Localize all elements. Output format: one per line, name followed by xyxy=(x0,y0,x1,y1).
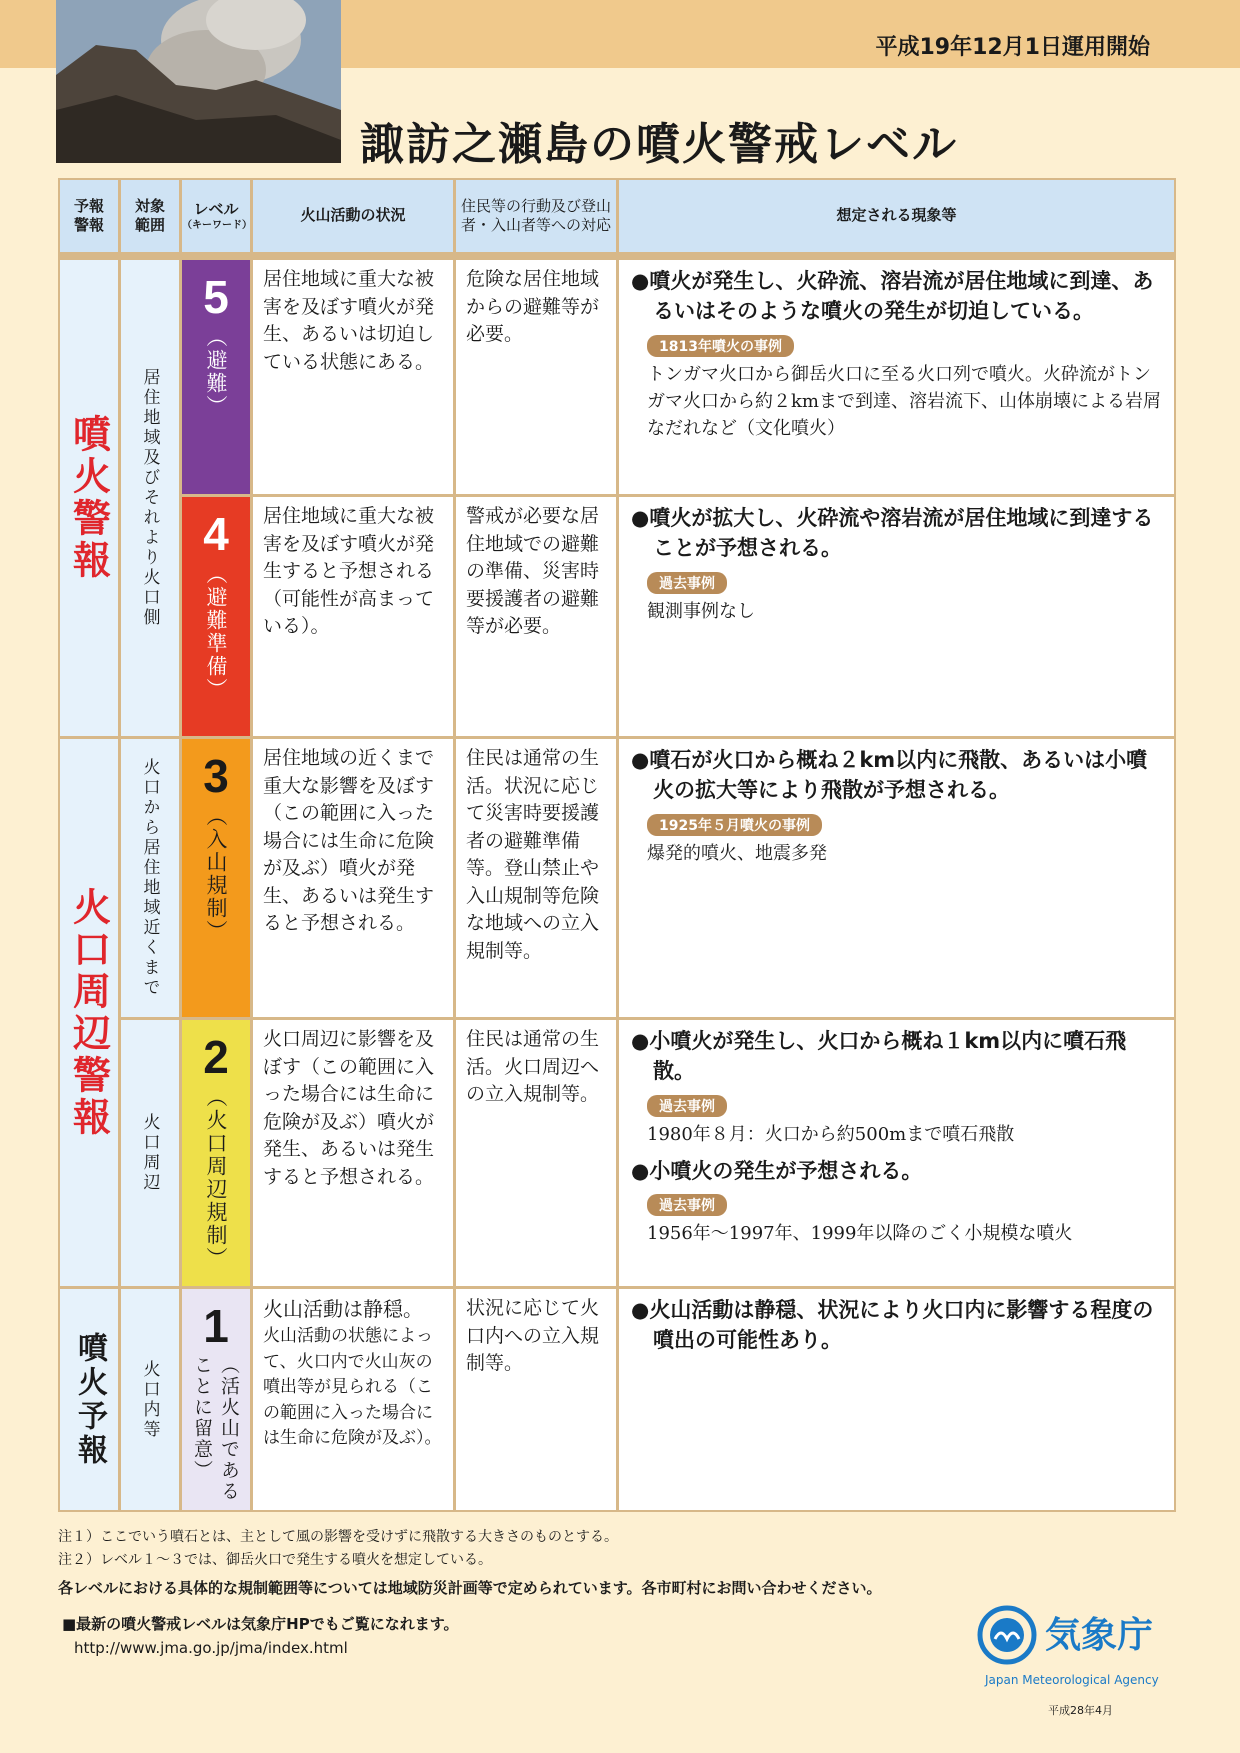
level-2-main-1: ●小噴火が発生し、火口から概ね１km以内に噴石飛散。 xyxy=(631,1029,1127,1084)
level-2-tag-1: 過去事例 xyxy=(647,1095,727,1117)
level-4-number: 4 xyxy=(203,508,229,560)
scope-crater-inside xyxy=(121,1289,179,1510)
header-response: 住民等の行動及び登山 者・入山者等への対応 xyxy=(456,180,616,252)
level-2-keyword: （火口周辺規制） xyxy=(204,1086,228,1270)
scope-near-residential-label: 火口から居住地域近くまで xyxy=(139,758,160,998)
notes xyxy=(58,1526,882,1601)
note-1: 注１）ここでいう噴石とは、主として風の影響を受けずに飛散する大きさのものとする。 xyxy=(58,1529,618,1545)
level-2-example-2: 1956年～1997年、1999年以降のごく小規模な噴火 xyxy=(647,1223,1073,1245)
level-2-cell xyxy=(182,1020,250,1286)
header-forecast: 予報 警報 xyxy=(60,180,118,252)
level-4-cell xyxy=(182,497,250,736)
scope-residential-label: 居住地域及びそれより火口側 xyxy=(139,368,160,628)
warning-eruption-label: 噴火警報 xyxy=(66,414,111,582)
jma-url-link[interactable]: http://www.jma.go.jp/jma/index.html xyxy=(74,1639,348,1657)
level-4-activity: 居住地域に重大な被害を及ぼす噴火が発生すると予想される（可能性が高まっている）。 xyxy=(253,497,453,736)
level-5-activity: 居住地域に重大な被害を及ぼす噴火が発生、あるいは切迫している状態にある。 xyxy=(253,260,453,494)
level-5-keyword: （避難） xyxy=(204,326,228,418)
level-1-main: ●火山活動は静穏、状況により火口内に影響する程度の噴出の可能性あり。 xyxy=(631,1298,1154,1353)
level-1-keyword: （活火山であることに留意） xyxy=(191,1355,240,1502)
level-2-main-2: ●小噴火の発生が予想される。 xyxy=(631,1158,923,1183)
level-4-main: ●噴火が拡大し、火砕流や溶岩流が居住地域に到達することが予想される。 xyxy=(631,506,1154,561)
header-level-sub: （キーワード） xyxy=(182,220,252,232)
level-3-example: 爆発的噴火、地震多発 xyxy=(647,842,827,864)
level-1-phenomena xyxy=(619,1289,1174,1510)
level-1-activity xyxy=(253,1289,453,1510)
level-4-tag: 過去事例 xyxy=(647,572,727,594)
volcano-photo xyxy=(56,0,341,163)
jma-logo xyxy=(975,1605,1175,1687)
level-3-keyword: （入山規制） xyxy=(204,805,228,943)
warning-forecast-label: 噴火予報 xyxy=(72,1331,107,1468)
operation-date: 平成19年12月1日運用開始 xyxy=(875,35,1150,60)
level-5-tag: 1813年噴火の事例 xyxy=(647,335,794,357)
notice: 各レベルにおける具体的な規制範囲等については地域防災計画等で定められています。各市町村にお問い合わせください。 xyxy=(58,1579,882,1598)
level-5-cell xyxy=(182,260,250,494)
level-1-number: 1 xyxy=(203,1300,229,1352)
alert-level-table xyxy=(58,178,1176,1512)
page-title: 諏訪之瀬島の噴火警戒レベル xyxy=(360,119,958,170)
level-2-response: 住民は通常の生活。火口周辺への立入規制等。 xyxy=(456,1020,616,1286)
level-2-example-1: 1980年８月：火口から約500mまで噴石飛散 xyxy=(647,1123,1015,1145)
level-5-phenomena xyxy=(619,260,1174,494)
footer-hp xyxy=(62,1612,459,1660)
header-level xyxy=(182,180,250,252)
level-1-activity-head: 火山活動は静穏。 xyxy=(263,1297,423,1321)
level-3-number: 3 xyxy=(203,750,229,802)
publication-date: 平成28年4月 xyxy=(1048,1704,1113,1717)
scope-crater-area-label: 火口周辺 xyxy=(139,1113,160,1193)
level-3-main: ●噴石が火口から概ね２km以内に飛散、あるいは小噴火の拡大等により飛散が予想される。 xyxy=(631,748,1148,803)
level-1-activity-body: 火山活動の状態によって、火口内で火山灰の噴出等が見られる（この範囲に入った場合には生命に危険が及ぶ）。 xyxy=(263,1326,442,1448)
level-4-keyword: （避難準備） xyxy=(204,563,228,701)
level-5-number: 5 xyxy=(203,271,229,323)
level-2-tag-2: 過去事例 xyxy=(647,1194,727,1216)
level-3-cell xyxy=(182,739,250,1017)
scope-near-residential xyxy=(121,739,179,1017)
header-activity: 火山活動の状況 xyxy=(253,180,453,252)
header-level-label: レベル xyxy=(193,199,239,218)
scope-crater-inside-label: 火口内等 xyxy=(139,1359,160,1440)
jma-emblem-icon xyxy=(975,1605,1039,1665)
scope-residential xyxy=(121,260,179,736)
warning-crater-label: 火口周辺警報 xyxy=(66,886,111,1139)
level-1-cell xyxy=(182,1289,250,1510)
level-2-phenomena xyxy=(619,1020,1174,1286)
header-scope: 対象 範囲 xyxy=(121,180,179,252)
logo-en: Japan Meteorological Agency xyxy=(985,1673,1159,1687)
level-3-response: 住民は通常の生活。状況に応じて災害時要援護者の避難準備等。登山禁止や入山規制等危険な地域への立入規制等。 xyxy=(456,739,616,1017)
header-phenomena: 想定される現象等 xyxy=(619,180,1174,252)
logo-jp: 気象庁 xyxy=(1045,1615,1154,1656)
level-2-number: 2 xyxy=(203,1031,229,1083)
level-5-example: トンガマ火口から御岳火口に至る火口列で噴火。火砕流がトンガマ火口から約２kmまで到達、溶岩流下、山体崩壊による岩屑なだれなど（文化噴火） xyxy=(647,363,1161,439)
level-2-activity: 火口周辺に影響を及ぼす（この範囲に入った場合には生命に危険が及ぶ）噴火が発生、あるいは発生すると予想される。 xyxy=(253,1020,453,1286)
warning-forecast xyxy=(60,1289,118,1510)
level-1-response: 状況に応じて火口内への立入規制等。 xyxy=(456,1289,616,1510)
level-5-response: 危険な居住地域からの避難等が必要。 xyxy=(456,260,616,494)
level-4-phenomena xyxy=(619,497,1174,736)
level-4-response: 警戒が必要な居住地域での避難の準備、災害時要援護者の避難等が必要。 xyxy=(456,497,616,736)
warning-crater xyxy=(60,739,118,1286)
level-3-activity: 居住地域の近くまで重大な影響を及ぼす（この範囲に入った場合には生命に危険が及ぶ）噴火が発生、あるいは発生すると予想される。 xyxy=(253,739,453,1017)
level-3-tag: 1925年５月噴火の事例 xyxy=(647,814,822,836)
note-2: 注２）レベル１～３では、御岳火口で発生する噴火を想定している。 xyxy=(58,1552,492,1569)
scope-crater-area xyxy=(121,1020,179,1286)
level-4-example: 観測事例なし xyxy=(647,600,755,622)
level-3-phenomena xyxy=(619,739,1174,1017)
level-5-main: ●噴火が発生し、火砕流、溶岩流が居住地域に到達、あるいはそのような噴火の発生が切迫している。 xyxy=(631,269,1154,324)
warning-eruption xyxy=(60,260,118,736)
hp-text: ■最新の噴火警戒レベルは気象庁HPでもご覧になれます。 xyxy=(62,1615,459,1633)
